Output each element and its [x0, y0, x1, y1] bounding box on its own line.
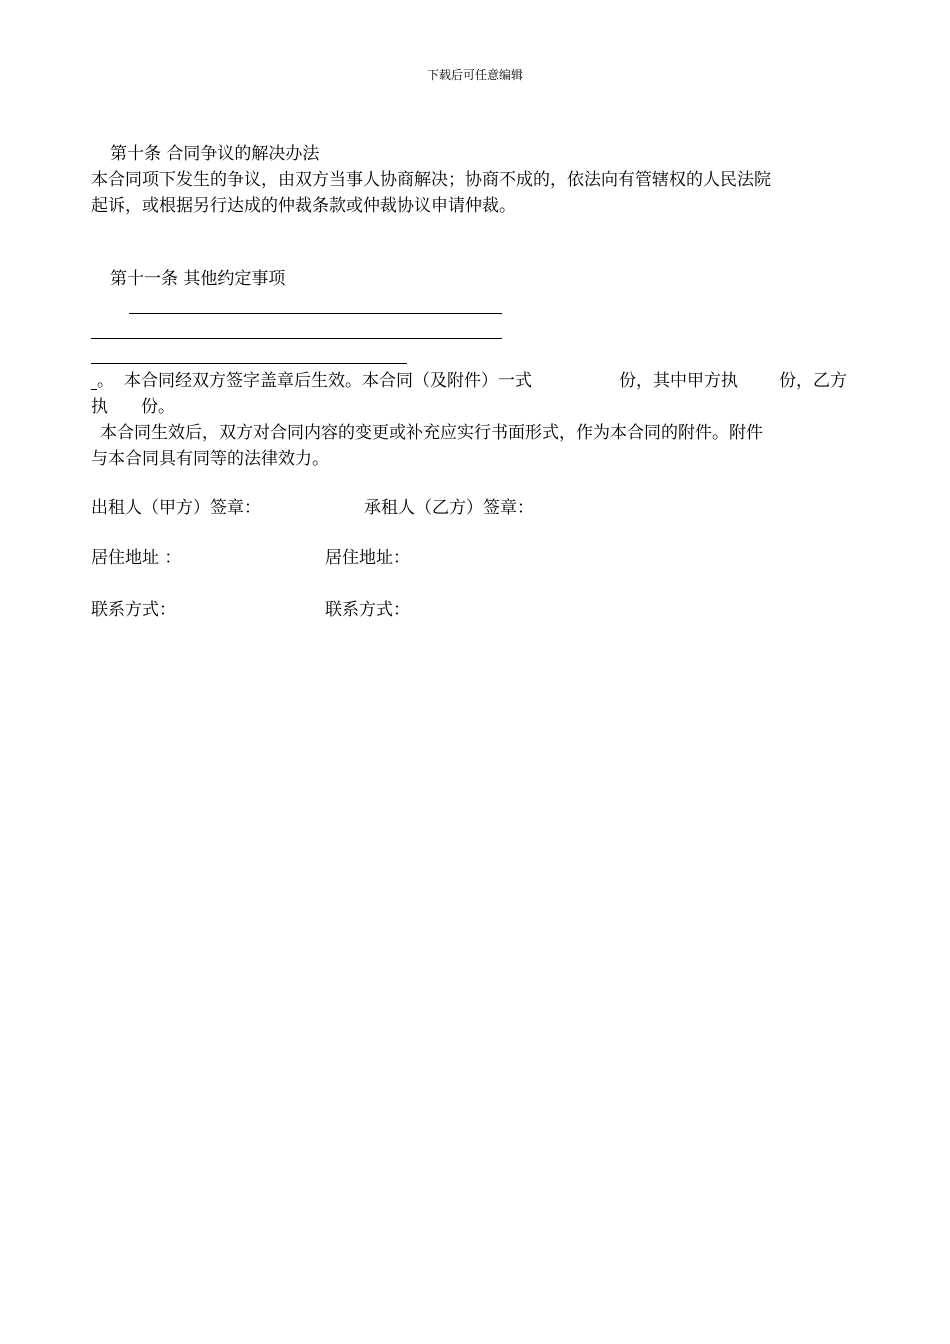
effect-text-b: 份，其中甲方执 [619, 371, 738, 391]
article-11-title: 第十一条 其他约定事项 [110, 269, 286, 289]
blank-line-2 [91, 338, 502, 339]
blank-line-3 [91, 363, 407, 364]
article-10-text-line1: 本合同项下发生的争议，由双方当事人协商解决；协商不成的，依法向有管辖权的人民法院 [91, 170, 771, 190]
lessor-address-label: 居住地址 ： [91, 548, 182, 568]
amend-line2: 与本合同具有同等的法律效力。 [91, 449, 329, 469]
effect-text-c: 份，乙方 [779, 371, 847, 391]
effect-line2-a: 执 [91, 397, 108, 417]
lessee-sign-label: 承租人（乙方）签章： [364, 498, 534, 518]
blank-line-1 [129, 313, 502, 314]
effect-line2-b: 份。 [141, 397, 175, 417]
effect-text-a: 本合同经双方签字盖章后生效。本合同（及附件）一式 [124, 371, 532, 391]
article-10-title: 第十条 合同争议的解决办法 [110, 144, 320, 164]
lessee-address-label: 居住地址： [325, 548, 410, 568]
lessor-sign-label: 出租人（甲方）签章： [91, 498, 261, 518]
lessee-contact-label: 联系方式： [325, 600, 410, 620]
page-header: 下载后可任意编辑 [426, 68, 523, 82]
lessor-contact-label: 联系方式： [91, 600, 176, 620]
effect-prefix: 。 [97, 371, 114, 391]
article-10-text-line2: 起诉，或根据另行达成的仲裁条款或仲裁协议申请仲裁。 [91, 196, 516, 216]
amend-line1: 本合同生效后，双方对合同内容的变更或补充应实行书面形式，作为本合同的附件。附件 [100, 423, 763, 443]
